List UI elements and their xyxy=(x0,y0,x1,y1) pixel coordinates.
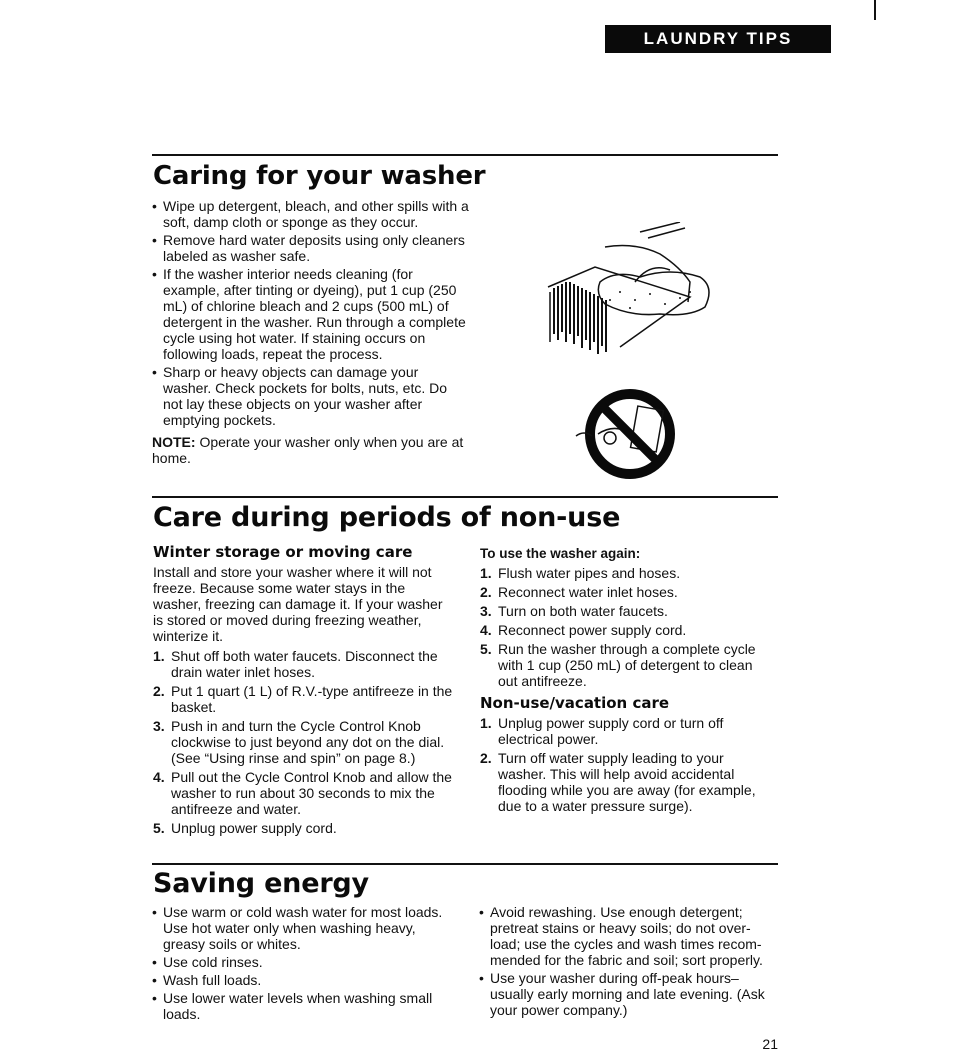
list-item: • Use cold rinses. xyxy=(152,954,263,970)
list-item: • If the washer interior needs cleaning (for example, after tinting or dyeing), put 1 cup (250 mL) of chlorine bleach and 2 cups (500 mL) of detergent in the washer. Run through a complete cycle using hot water. If staining occurs on following loads, repeat the process. xyxy=(152,266,466,362)
caring-title: Caring for your washer xyxy=(153,161,486,191)
list-item: 4. Reconnect power supply cord. xyxy=(480,622,687,638)
list-item: 1. Flush water pipes and hoses. xyxy=(480,565,681,581)
list-item: 1. Shut off both water faucets. Disconnect the drain water inlet hoses. xyxy=(153,648,438,680)
corner-mark xyxy=(874,0,876,20)
list-item: 5. Run the washer through a complete cycle with 1 cup (250 mL) of detergent to clean out antifreeze. xyxy=(480,641,756,689)
list-item: • Wash full loads. xyxy=(152,972,262,988)
list-item: 3. Turn on both water faucets. xyxy=(480,603,668,619)
winter-column xyxy=(153,544,453,839)
nonuse-title: Care during periods of non-use xyxy=(153,502,621,533)
caring-list xyxy=(152,198,470,466)
list-item: 1. Unplug power supply cord or turn off electrical power. xyxy=(480,715,724,747)
section-banner: LAUNDRY TIPS xyxy=(605,25,831,53)
list-item: 2. Reconnect water inlet hoses. xyxy=(480,584,678,600)
list-item: 2. Put 1 quart (1 L) of R.V.-type antifreeze in the basket. xyxy=(153,683,453,715)
list-item: • Sharp or heavy objects can damage your washer. Check pockets for bolts, nuts, etc. Do not lay these objects on your washer after emptying pockets. xyxy=(152,364,448,428)
list-item: • Use your washer during off-peak hours–usually early morning and late evening. (Ask your power company.) xyxy=(479,970,765,1018)
list-item: • Use lower water levels when washing small loads. xyxy=(152,990,433,1022)
section-rule xyxy=(152,154,778,156)
winter-intro: Install and store your washer where it will not freeze. Because some water stays in the washer, freezing can damage it. If your washer is stored or moved during freezing weather, winterize it. xyxy=(153,564,443,644)
list-item: 4. Pull out the Cycle Control Knob and allow the washer to run about 30 seconds to mix the antifreeze and water. xyxy=(153,769,452,817)
vacation-heading: Non-use/vacation care xyxy=(480,694,670,712)
energy-left-list xyxy=(152,904,452,1024)
list-item: • Use warm or cold wash water for most loads. Use hot water only when washing heavy, greasy soils or whites. xyxy=(152,904,443,952)
energy-right-list xyxy=(479,904,779,1020)
energy-title: Saving energy xyxy=(153,868,369,899)
list-item: 3. Push in and turn the Cycle Control Knob clockwise to just beyond any dot on the dial. (See “Using rinse and spin” on page 8.) xyxy=(153,718,445,766)
again-column xyxy=(480,546,770,817)
section-rule xyxy=(152,863,778,865)
page-number: 21 xyxy=(762,1036,778,1052)
list-item: 2. Turn off water supply leading to your washer. This will help avoid accidental flooding while you are away (for example, due to a water pressure surge). xyxy=(480,750,756,814)
section-rule xyxy=(152,496,778,498)
list-item: • Avoid rewashing. Use enough detergent; pretreat stains or heavy soils; do not over-load; use the cycles and wash times recom-mended for the fabric and soil; sort properly. xyxy=(479,904,763,968)
again-heading: To use the washer again: xyxy=(480,546,641,561)
wiping-washer-illustration xyxy=(540,222,740,362)
winter-heading: Winter storage or moving care xyxy=(153,543,413,561)
no-objects-icon xyxy=(568,386,686,482)
list-item: • Remove hard water deposits using only cleaners labeled as washer safe. xyxy=(152,232,465,264)
list-item: • Wipe up detergent, bleach, and other spills with a soft, damp cloth or sponge as they occur. xyxy=(152,198,469,230)
list-item: 5. Unplug power supply cord. xyxy=(153,820,337,836)
caring-note: NOTE: Operate your washer only when you are at home. xyxy=(152,434,464,466)
